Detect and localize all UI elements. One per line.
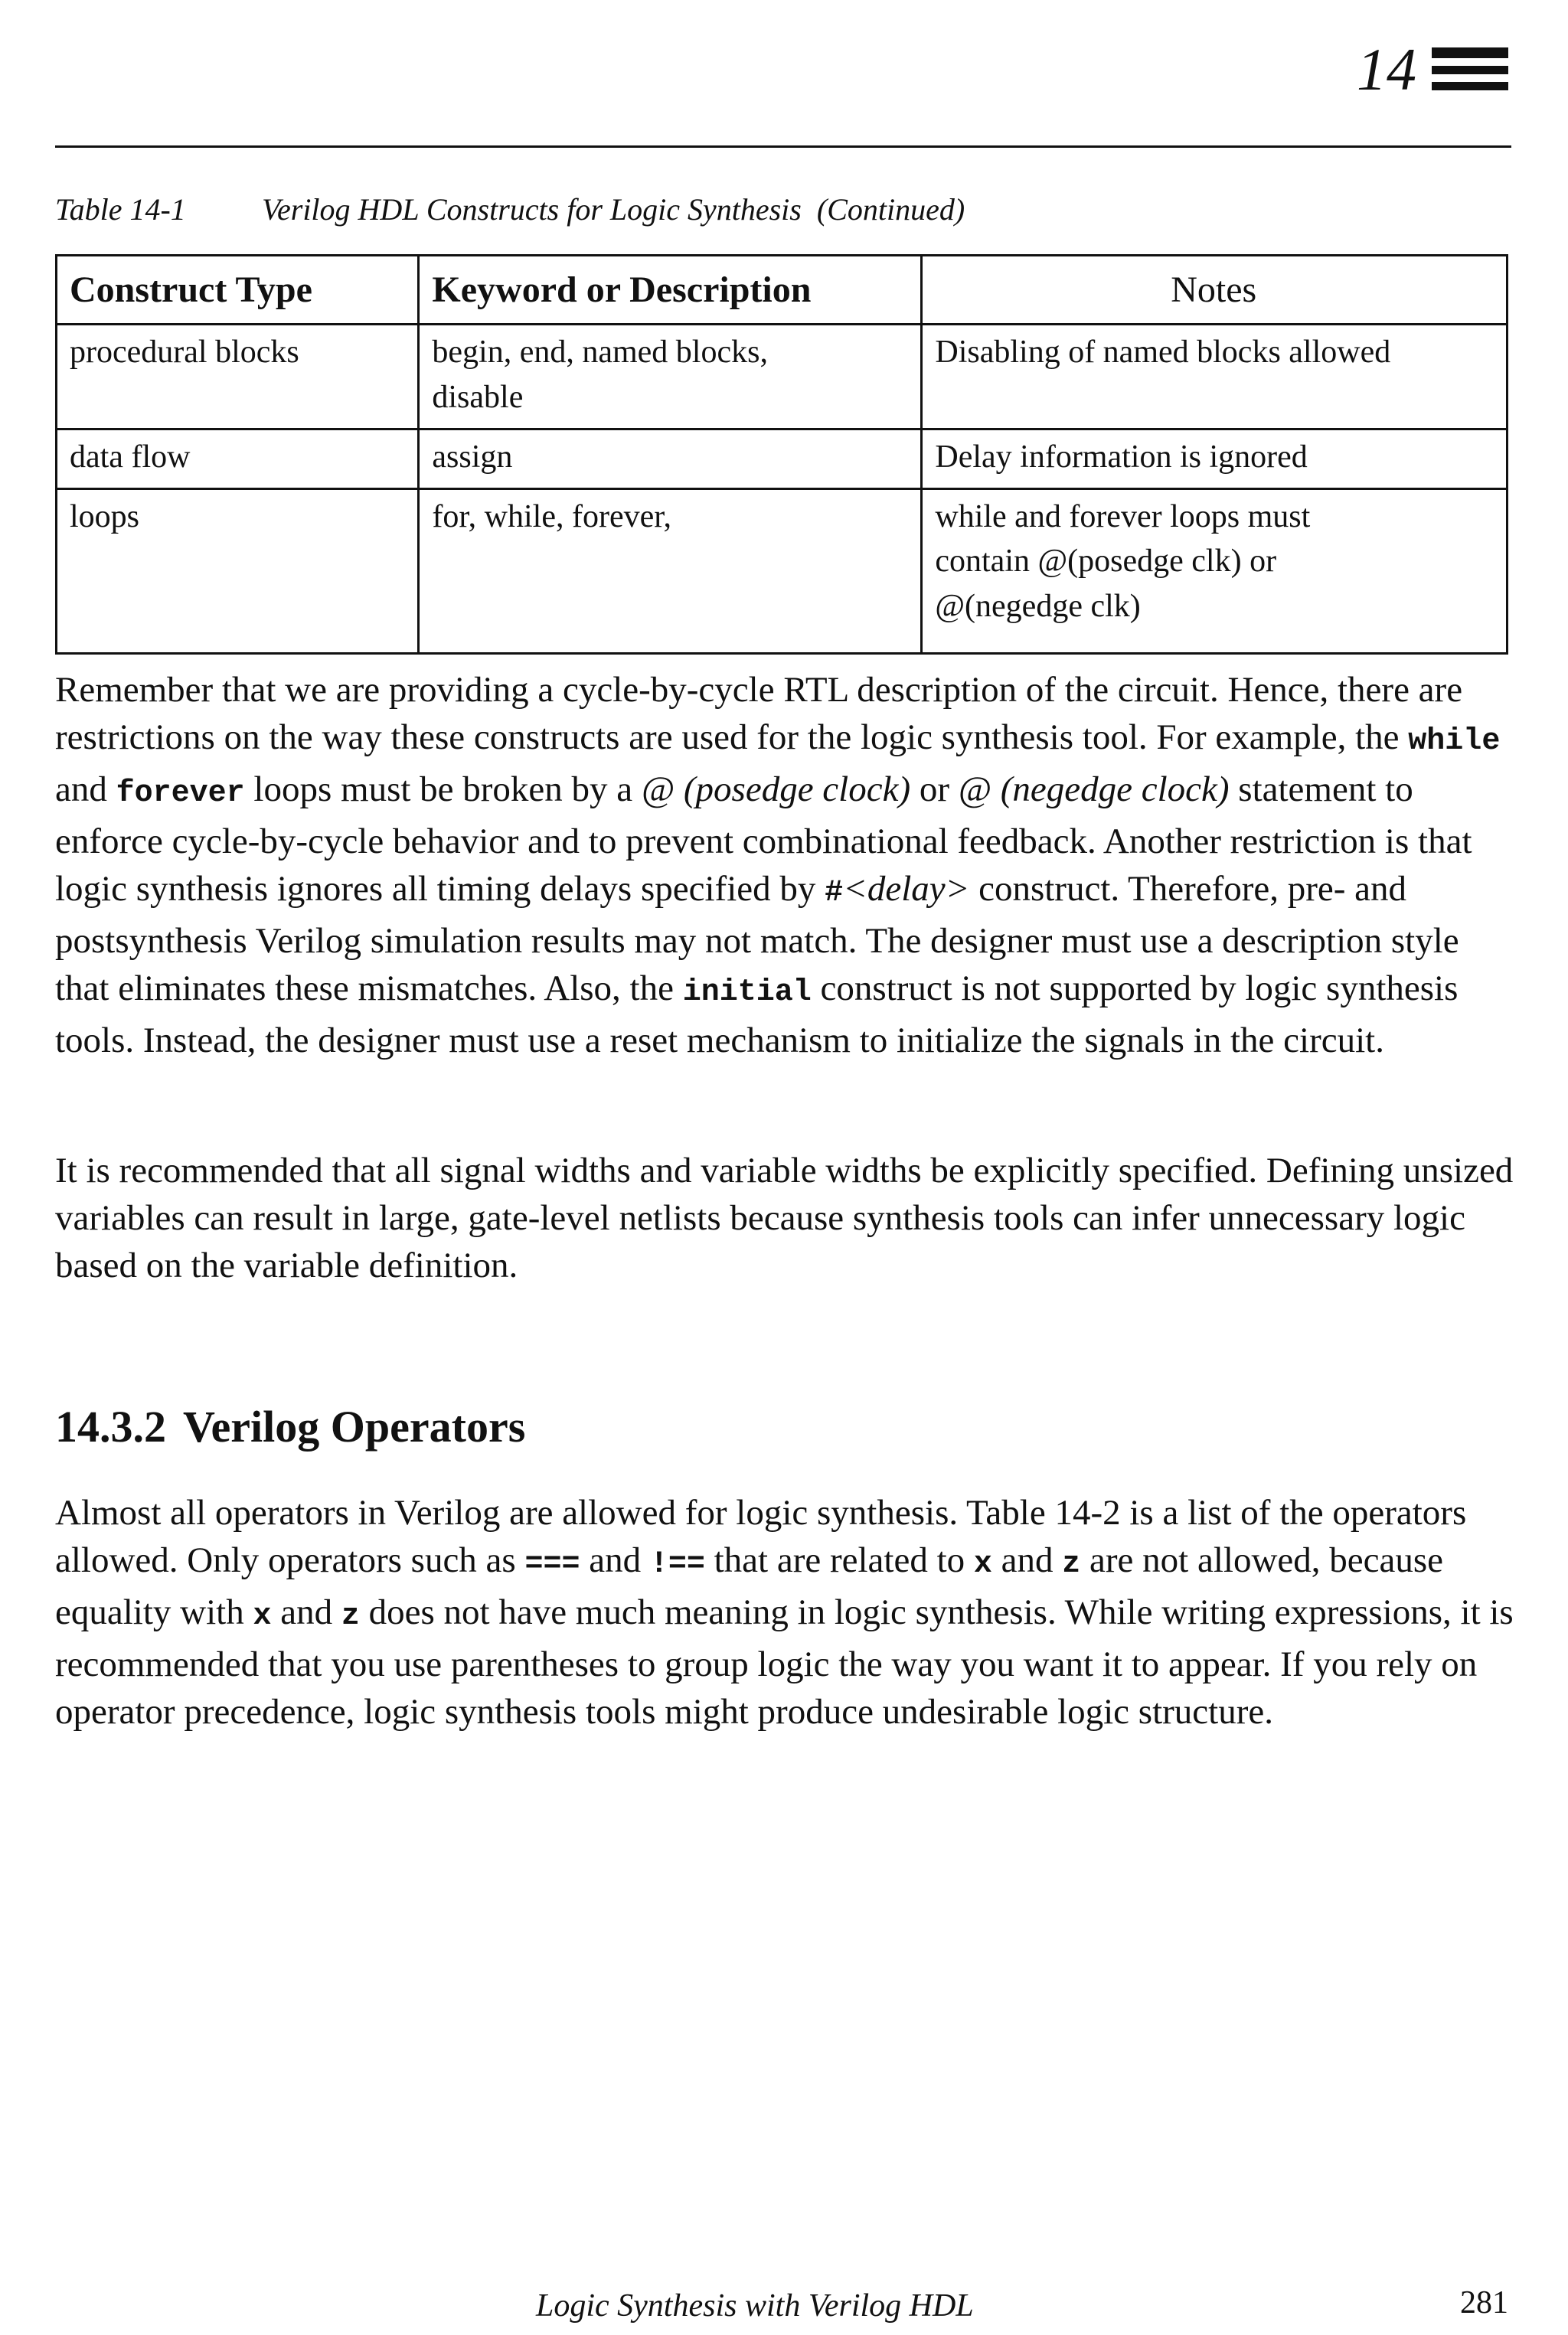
- text-run: that are related to: [704, 1540, 974, 1580]
- constructs-table: [55, 254, 1508, 655]
- table-header-row: [57, 256, 1508, 325]
- construct-cell: loops: [57, 488, 419, 653]
- text-run: statement to enforce cycle-by-cycle behavior and to prevent combinational feedback. Another restriction is that logic synthesis ignores all timing delays specified by: [55, 769, 1472, 909]
- text-run: and: [991, 1540, 1063, 1580]
- notes-line: contain @(posedge clk) or: [935, 544, 1277, 580]
- footer-book-title: Logic Synthesis with Verilog HDL: [536, 2288, 974, 2324]
- construct-cell: procedural blocks: [57, 325, 419, 429]
- notes-cell: Delay information is ignored: [922, 429, 1508, 488]
- paragraph-signal-widths: It is recommended that all signal widths and variable widths be explicitly specified. Defining unsized variables can result in large, gate-level netlists because synthesis tools can infer unnecessary logic based on the variable definition.: [55, 1151, 1514, 1285]
- code-while: while: [1408, 724, 1501, 759]
- column-header-keyword: Keyword or Description: [419, 256, 922, 325]
- text-run: are not allowed, because equality with: [55, 1540, 1443, 1632]
- text-run: construct is not supported by logic synthesis tools. Instead, the designer must use a reset mechanism to initialize the signals in the circuit.: [55, 968, 1459, 1060]
- column-header-notes: Notes: [922, 256, 1508, 325]
- delay-placeholder: <delay>: [843, 869, 970, 909]
- code-hash: #: [825, 876, 844, 910]
- code-z: z: [341, 1599, 360, 1634]
- chapter-marker-bars: [1432, 47, 1508, 124]
- header-rule: [55, 145, 1511, 148]
- marker-bar: [1432, 82, 1508, 90]
- notes-cell: Disabling of named blocks allowed: [922, 325, 1508, 429]
- paragraph-operators: [55, 1489, 1514, 1736]
- table-continued: (Continued): [816, 192, 965, 227]
- text-run: and: [55, 769, 116, 809]
- text-run: Almost all operators in Verilog are allowed for logic synthesis. Table 14-2 is a list of the operators allowed. Only operators such as: [55, 1493, 1467, 1580]
- column-header-construct-type: Construct Type: [57, 256, 419, 325]
- text-run: loops must be broken by a: [244, 769, 642, 809]
- keyword-line: disable: [432, 379, 524, 415]
- text-run: and: [580, 1540, 650, 1580]
- text-run: or: [910, 769, 959, 809]
- table-row: [57, 488, 1508, 653]
- marker-bar: [1432, 66, 1508, 74]
- section-title: Verilog Operators: [183, 1402, 526, 1452]
- table-label: Table 14-1: [55, 192, 186, 227]
- notes-line: @(negedge clk): [935, 589, 1141, 625]
- construct-cell: data flow: [57, 429, 419, 488]
- text-run: and: [271, 1592, 341, 1632]
- code-case-inequality: !==: [649, 1547, 705, 1582]
- notes-line: while and forever loops must: [935, 498, 1311, 534]
- section-number: 14.3.2: [55, 1402, 166, 1452]
- code-case-equality: ===: [524, 1547, 580, 1582]
- keyword-cell: [419, 325, 922, 429]
- table-row: [57, 429, 1508, 488]
- table-title: Verilog HDL Constructs for Logic Synthesis: [262, 192, 802, 227]
- table-caption: [55, 191, 1510, 227]
- footer-page-number: 281: [1460, 2285, 1508, 2320]
- text-run: construct. Therefore, pre- and postsynthesis Verilog simulation results may not match. The designer must use a description style that eliminates these mismatches. Also, the: [55, 869, 1459, 1008]
- notes-cell: [922, 488, 1508, 653]
- negedge-clock-expression: @ (negedge clock): [958, 769, 1230, 809]
- code-z: z: [1062, 1547, 1081, 1582]
- posedge-clock-expression: @ (posedge clock): [641, 769, 911, 809]
- table-row: [57, 325, 1508, 429]
- section-heading: [55, 1401, 525, 1452]
- paragraph-rtl-restrictions: [55, 666, 1514, 1064]
- code-initial: initial: [682, 975, 812, 1010]
- text-run: does not have much meaning in logic synthesis. While writing expressions, it is recommended that you use parentheses to group logic the way you want it to appear. If you rely on operator precedence, logic synthesis tools might produce undesirable logic structure.: [55, 1592, 1514, 1732]
- keyword-cell: for, while, forever,: [419, 488, 922, 653]
- code-x: x: [253, 1599, 272, 1634]
- chapter-number: 14: [1357, 36, 1416, 103]
- code-x: x: [973, 1547, 992, 1582]
- marker-bar: [1432, 47, 1508, 58]
- code-forever: forever: [116, 776, 245, 811]
- keyword-line: begin, end, named blocks,: [432, 335, 768, 371]
- text-run: Remember that we are providing a cycle-by-cycle RTL description of the circuit. Hence, there are restrictions on the way these constructs are used for the logic synthesis tool. For example, the: [55, 670, 1463, 757]
- keyword-cell: assign: [419, 429, 922, 488]
